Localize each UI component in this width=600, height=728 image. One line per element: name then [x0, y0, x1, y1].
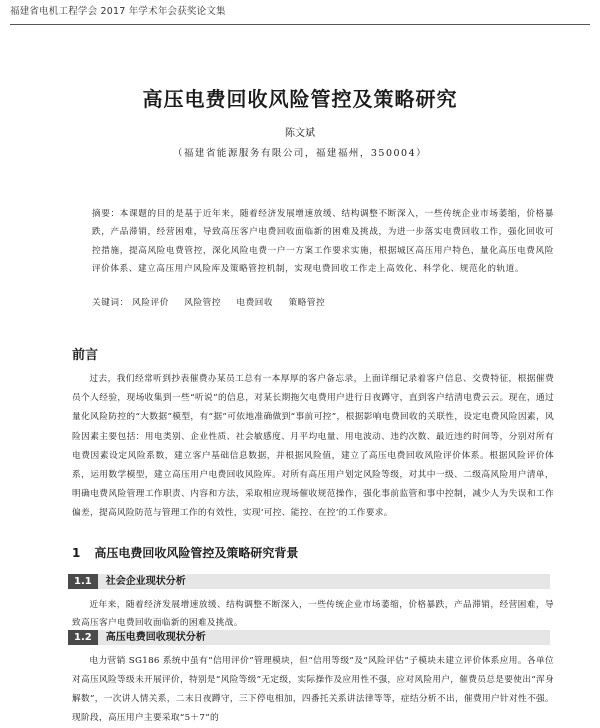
subsection-1-2-paragraph: 电力营销 SG186 系统中虽有“信用评价”管理模块，但“信用等级”及“风险评估”子模块未建立评价体系应用。各单位对高压风险等级未开展评价，特别是“风险等级”无定级，实际操作及应用性不强，应对风险用户，催费员总是要使出“浑身解数”，一次讲人情关系，二末日夜蹲守，三下停电相加，四番托关系讲法律等等，症结分析不出，催费用户针对性不强。现阶段，高压用户主要采取“5＋7”的 [72, 656, 554, 723]
subsection-1-1-paragraph: 近年来，随着经济发展增速放缓、结构调整不断深入，一些传统企业市场萎缩，价格暴跌，产品滞销，经营困难，导致高压客户电费回收面临新的困难及挑战。 [72, 600, 554, 628]
paper-title: 高压电费回收风险管控及策略研究 [142, 87, 458, 111]
keyword: 电费回收 [236, 298, 274, 308]
section-title: 高压电费回收风险管控及策略研究背景 [94, 546, 299, 560]
intro-heading: 前言 [72, 348, 99, 363]
author: 陈文斌 [285, 128, 315, 139]
abstract-label: 摘要： [92, 209, 120, 219]
keyword: 风险管控 [184, 298, 222, 308]
abstract-text: 本课题的目的是基于近年来，随着经济发展增速放缓、结构调整不断深入，一些传统企业市场萎缩，价格暴跌，产品滞销，经营困难，导致高压客户电费回收面临新的困难及挑战，为进一步落实电费回收工作，强化回收可控措施，提高风险电费管控，深化风险电费一户一方案工作要求实施，根据城区高压用户特色，量化高压电费风险评价体系、建立高压用户风险库及策略管控机制，实现电费回收工作走上高效化、科学化、规范化的轨道。 [92, 209, 554, 274]
affiliation: （福建省能源服务有限公司，福建福州，350004） [172, 148, 428, 159]
subsection-title: 高压电费回收现状分析 [105, 632, 206, 643]
keywords [92, 296, 337, 308]
header-rule [10, 24, 590, 25]
keywords-label: 关键词： [92, 298, 129, 308]
section-number: 1 [72, 546, 81, 560]
subsection-number: 1.1 [68, 574, 98, 589]
keyword: 风险评价 [132, 298, 169, 308]
subsection-1-1-heading [68, 574, 550, 589]
section-1-heading [72, 544, 298, 561]
subsection-1-2-heading [68, 630, 550, 645]
subsection-title: 社会企业现状分析 [105, 576, 186, 587]
subsection-number: 1.2 [68, 630, 98, 645]
abstract [92, 205, 554, 278]
keyword: 策略管控 [288, 298, 326, 308]
running-header: 福建省电机工程学会 2017 年学术年会获奖论文集 [10, 6, 226, 17]
intro-paragraph: 过去，我们经常听到抄表催费办某员工总有一本厚厚的客户备忘录，上面详细记录着客户信息、交费特征，根据催费员个人经验，现场收集到一些“听说”的信息，对某长期拖欠电费用户进行日夜蹲守，直到客户结清电费云云。现在，通过量化风险防控的“大数据”模型，有“据”可依地准确做到“事前可控”，根据影响电费回收的关联性，设定电费风险因素，风险因素主要包括：用电类别、企业性质、社会敏感度、月平均电量、用电波动、违约次数、最近违约时间等，分别对所有电费因素设定风险系数，建立客户基础信息数据，并根据风险值，建立了高压电费回收风险评价体系。根据风险评价体系，运用数学模型，建立高压用户电费回收风险库。对所有高压用户划定风险等级，对其中一级、二级高风险用户清单，明确电费风险管理工作职责、内容和方法，采取相应现场催收规范操作，强化事前监管和事中控制，减少人为失误和工作偏差，提高风险防范与管理工作的有效性，实现‘可控、能控、在控’的工作要求。 [72, 374, 554, 519]
